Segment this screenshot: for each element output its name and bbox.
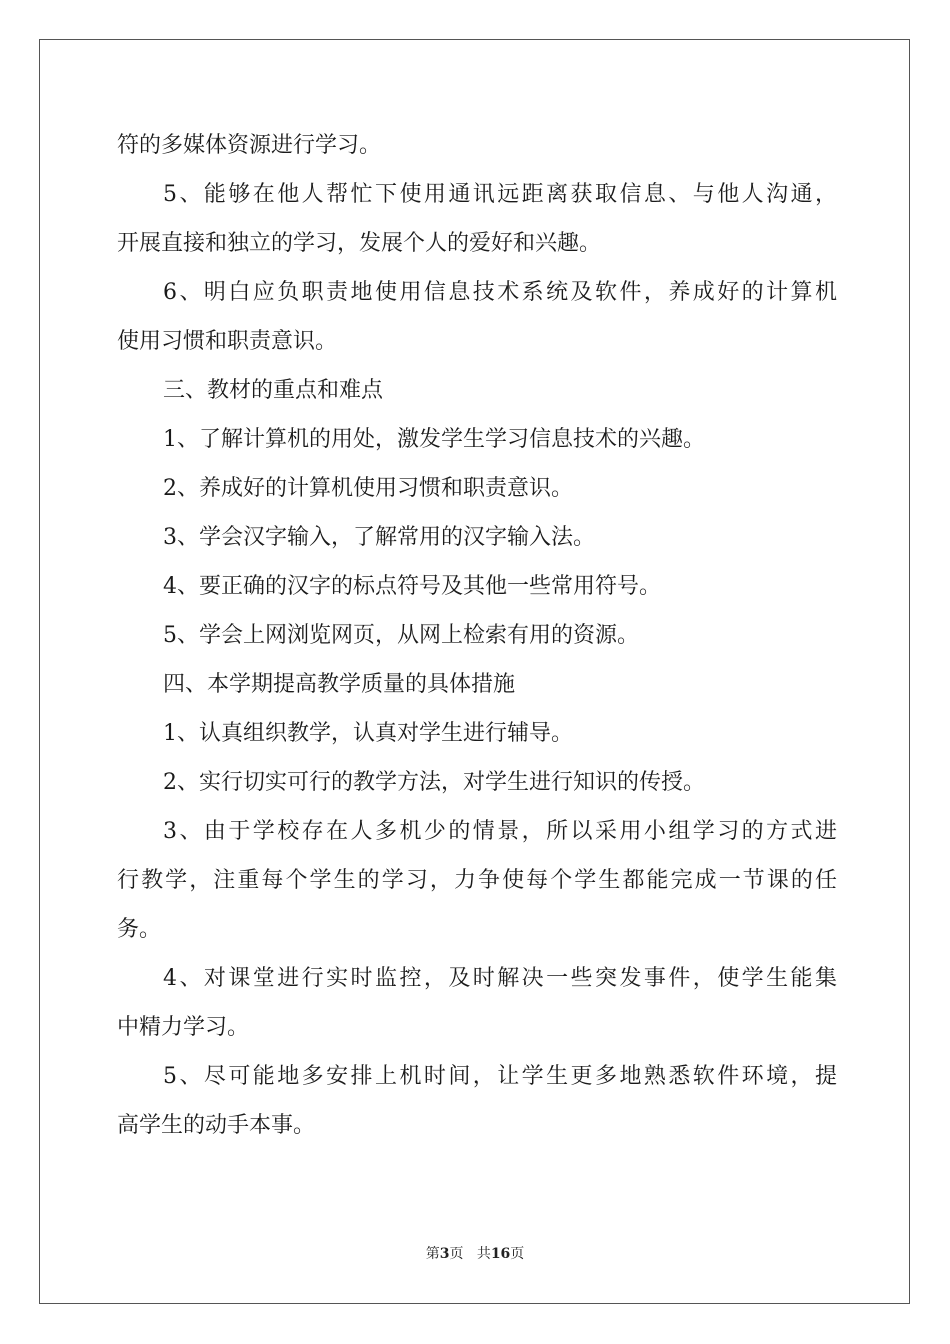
- current-page-number: 3: [439, 1246, 450, 1262]
- total-prefix: 共: [476, 1246, 491, 1262]
- total-page-count: 16: [490, 1246, 511, 1262]
- text-line: 使用习惯和职责意识。: [117, 329, 338, 354]
- text-line: 务。: [117, 917, 162, 942]
- page-suffix: 页: [449, 1246, 464, 1262]
- total-suffix: 页: [510, 1246, 525, 1262]
- list-item: 1、认真组织教学，认真对学生进行辅导。: [163, 721, 573, 746]
- list-item: 2、实行切实可行的教学方法，对学生进行知识的传授。: [163, 770, 705, 795]
- list-item: 5、学会上网浏览网页，从网上检索有用的资源。: [163, 623, 639, 648]
- list-item: 3、学会汉字输入，了解常用的汉字输入法。: [163, 525, 595, 550]
- text-line: 符的多媒体资源进行学习。: [117, 133, 382, 158]
- page-prefix: 第: [425, 1246, 440, 1262]
- paragraph-line: 6、明白应负职责地使用信息技术系统及软件，养成好的计算机: [163, 280, 837, 305]
- paragraph-line: 3、由于学校存在人多机少的情景，所以采用小组学习的方式进: [163, 819, 837, 844]
- text-line: 中精力学习。: [117, 1015, 250, 1040]
- page-footer: [0, 1244, 950, 1264]
- section-heading: 三、教材的重点和难点: [163, 378, 384, 403]
- paragraph-line: 行教学，注重每个学生的学习，力争使每个学生都能完成一节课的任: [117, 868, 837, 893]
- list-item: 4、要正确的汉字的标点符号及其他一些常用符号。: [163, 574, 661, 599]
- paragraph-line: 4、对课堂进行实时监控，及时解决一些突发事件，使学生能集: [163, 966, 837, 991]
- list-item: 1、了解计算机的用处，激发学生学习信息技术的兴趣。: [163, 427, 705, 452]
- text-line: 开展直接和独立的学习，发展个人的爱好和兴趣。: [117, 231, 602, 256]
- paragraph-line: 5、能够在他人帮忙下使用通讯远距离获取信息、与他人沟通，: [163, 182, 837, 207]
- section-heading: 四、本学期提高教学质量的具体措施: [163, 672, 516, 697]
- text-line: 高学生的动手本事。: [117, 1113, 316, 1138]
- paragraph-line: 5、尽可能地多安排上机时间，让学生更多地熟悉软件环境，提: [163, 1064, 837, 1089]
- list-item: 2、养成好的计算机使用习惯和职责意识。: [163, 476, 573, 501]
